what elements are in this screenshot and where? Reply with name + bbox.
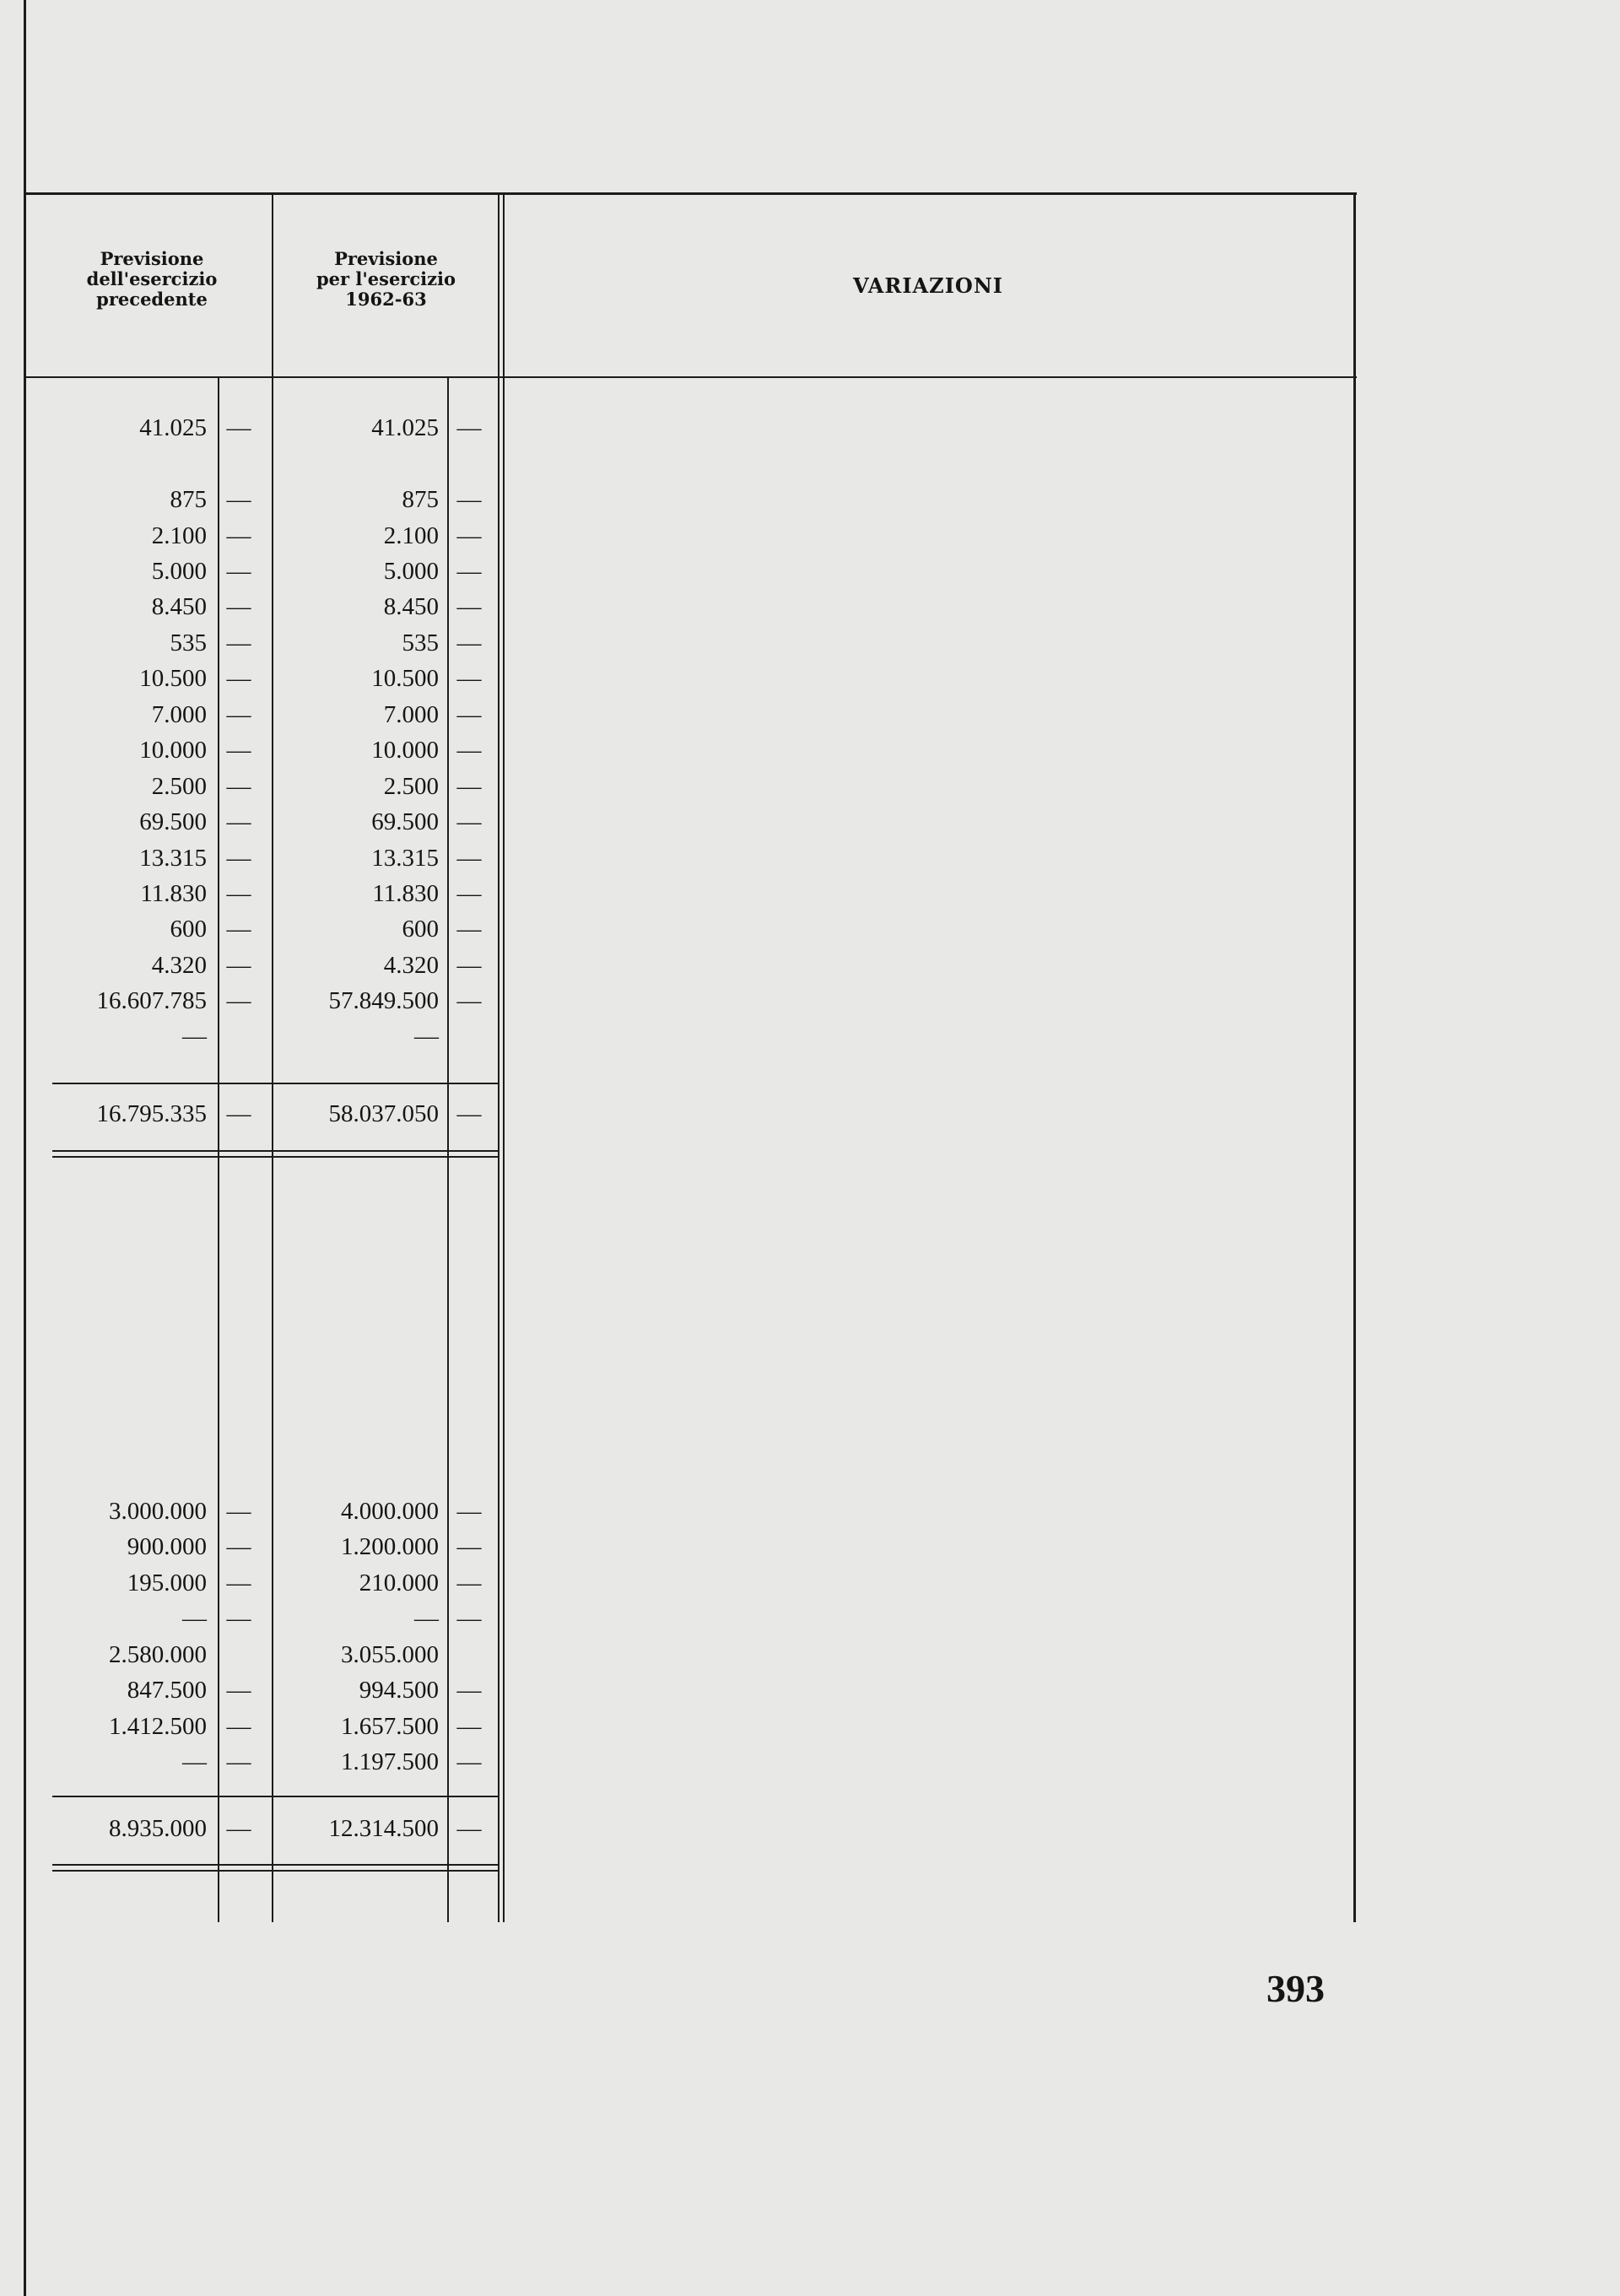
row-top-8-dash-2: —	[456, 701, 482, 728]
row-top-16-previsione-precedente: 16.607.785	[96, 987, 207, 1014]
row-bottom-3-previsione-precedente: 195.000	[127, 1569, 207, 1596]
row-bottom-7-previsione-precedente: 1.412.500	[109, 1713, 207, 1740]
row-bottom-1-dash-1: —	[226, 1498, 251, 1525]
row-top-6-dash-1: —	[226, 629, 251, 656]
row-top-11-dash-2: —	[456, 808, 482, 835]
row-bottom-2-previsione-1962-63: 1.200.000	[341, 1533, 439, 1560]
row-top-6-previsione-precedente: 535	[170, 629, 207, 656]
header-col2-line2: per l'esercizio	[316, 268, 456, 289]
row-bottom-2-dash-1: —	[226, 1533, 251, 1560]
row-top-3-previsione-1962-63: 2.100	[383, 522, 439, 549]
col-sub-divider-1	[218, 376, 219, 1922]
total-top-double-rule-2	[52, 1156, 500, 1158]
row-top-15-dash-1: —	[226, 952, 251, 979]
row-top-7-dash-2: —	[456, 665, 482, 692]
row-bottom-4-previsione-1962-63: —	[414, 1605, 439, 1632]
row-top-11-previsione-1962-63: 69.500	[371, 808, 439, 835]
header-col1-line1: Previsione	[100, 248, 204, 269]
row-top-11-previsione-precedente: 69.500	[139, 808, 207, 835]
row-bottom-8-dash-2: —	[456, 1748, 482, 1775]
right-border	[1353, 192, 1356, 1922]
row-top-5-previsione-1962-63: 8.450	[383, 593, 439, 620]
row-top-2-dash-1: —	[226, 486, 251, 513]
row-top-8-dash-1: —	[226, 701, 251, 728]
total-bottom-double-rule-2	[52, 1870, 500, 1872]
row-bottom-8-previsione-precedente: —	[182, 1748, 207, 1775]
row-bottom-2-dash-2: —	[456, 1533, 482, 1560]
row-top-7-previsione-precedente: 10.500	[139, 665, 207, 692]
header-previsione-precedente	[25, 249, 278, 310]
row-top-3-previsione-precedente: 2.100	[151, 522, 207, 549]
row-top-8-previsione-1962-63: 7.000	[383, 701, 439, 728]
row-bottom-7-dash-2: —	[456, 1713, 482, 1740]
row-top-12-previsione-1962-63: 13.315	[371, 845, 439, 872]
row-top-6-dash-2: —	[456, 629, 482, 656]
row-top-16-dash-2: —	[456, 987, 482, 1014]
row-top-13-previsione-precedente: 11.830	[140, 880, 207, 907]
row-bottom-6-dash-2: —	[456, 1677, 482, 1704]
row-top-10-dash-2: —	[456, 773, 482, 800]
row-top-15-previsione-1962-63: 4.320	[383, 952, 439, 979]
row-top-7-dash-1: —	[226, 665, 251, 692]
row-top-14-dash-1: —	[226, 916, 251, 943]
row-top-3-dash-1: —	[226, 522, 251, 549]
row-top-10-previsione-1962-63: 2.500	[383, 773, 439, 800]
row-top-13-dash-1: —	[226, 880, 251, 907]
page-number: 393	[1266, 1967, 1325, 2010]
row-top-1-previsione-precedente: 41.025	[139, 414, 207, 441]
header-col1-line2: dell'esercizio	[86, 268, 218, 289]
header-variazioni: VARIAZIONI	[853, 273, 1003, 298]
row-bottom-8-previsione-1962-63: 1.197.500	[341, 1748, 439, 1775]
col-divider-2-a	[498, 192, 500, 1922]
row-top-4-dash-2: —	[456, 558, 482, 585]
row-bottom-6-previsione-1962-63: 994.500	[359, 1677, 439, 1704]
row-top-6-previsione-1962-63: 535	[402, 629, 439, 656]
row-top-1-dash-2: —	[456, 414, 482, 441]
total-bottom-double-rule-1	[52, 1864, 500, 1866]
total-top-dash-1: —	[226, 1100, 251, 1127]
row-bottom-6-previsione-precedente: 847.500	[127, 1677, 207, 1704]
total-bottom-previsione-precedente: 8.935.000	[109, 1815, 207, 1842]
header-col1-line3: precedente	[96, 289, 208, 310]
total-bottom-rule	[52, 1796, 500, 1797]
header-bottom-rule	[24, 376, 1357, 378]
total-bottom-dash-2: —	[456, 1815, 482, 1842]
col-sub-divider-2	[447, 376, 449, 1922]
row-top-1-dash-1: —	[226, 414, 251, 441]
total-bottom-dash-1: —	[226, 1815, 251, 1842]
row-bottom-3-dash-2: —	[456, 1569, 482, 1596]
total-top-previsione-1962-63: 58.037.050	[328, 1100, 439, 1127]
total-bottom-previsione-1962-63: 12.314.500	[328, 1815, 439, 1842]
total-top-previsione-precedente: 16.795.335	[96, 1100, 207, 1127]
row-top-13-previsione-1962-63: 11.830	[372, 880, 439, 907]
row-top-4-previsione-precedente: 5.000	[151, 558, 207, 585]
row-top-2-previsione-1962-63: 875	[402, 486, 439, 513]
row-bottom-1-previsione-precedente: 3.000.000	[109, 1498, 207, 1525]
row-bottom-4-dash-1: —	[226, 1605, 251, 1632]
row-bottom-6-dash-1: —	[226, 1677, 251, 1704]
row-top-14-dash-2: —	[456, 916, 482, 943]
header-col2-line1: Previsione	[334, 248, 438, 269]
row-top-15-dash-2: —	[456, 952, 482, 979]
row-top-8-previsione-precedente: 7.000	[151, 701, 207, 728]
left-border	[24, 0, 26, 2296]
row-top-4-dash-1: —	[226, 558, 251, 585]
row-top-17-previsione-1962-63: —	[414, 1023, 439, 1050]
total-top-rule	[52, 1083, 500, 1084]
row-top-10-previsione-precedente: 2.500	[151, 773, 207, 800]
col-divider-2-b	[503, 192, 505, 1922]
row-bottom-7-previsione-1962-63: 1.657.500	[341, 1713, 439, 1740]
total-top-dash-2: —	[456, 1100, 482, 1127]
row-top-3-dash-2: —	[456, 522, 482, 549]
row-bottom-1-previsione-1962-63: 4.000.000	[341, 1498, 439, 1525]
row-top-4-previsione-1962-63: 5.000	[383, 558, 439, 585]
row-top-10-dash-1: —	[226, 773, 251, 800]
row-top-14-previsione-precedente: 600	[170, 916, 207, 943]
row-top-5-dash-1: —	[226, 593, 251, 620]
row-top-2-previsione-precedente: 875	[170, 486, 207, 513]
row-top-9-previsione-1962-63: 10.000	[371, 737, 439, 764]
header-previsione-1962-63	[274, 249, 498, 310]
row-top-16-previsione-1962-63: 57.849.500	[328, 987, 439, 1014]
table-top-rule	[24, 192, 1357, 195]
row-top-15-previsione-precedente: 4.320	[151, 952, 207, 979]
row-bottom-3-previsione-1962-63: 210.000	[359, 1569, 439, 1596]
row-bottom-1-dash-2: —	[456, 1498, 482, 1525]
row-top-9-dash-1: —	[226, 737, 251, 764]
row-bottom-2-previsione-precedente: 900.000	[127, 1533, 207, 1560]
row-bottom-8-dash-1: —	[226, 1748, 251, 1775]
row-bottom-4-dash-2: —	[456, 1605, 482, 1632]
header-col2-line3: 1962-63	[345, 289, 427, 310]
row-top-1-previsione-1962-63: 41.025	[371, 414, 439, 441]
row-top-5-dash-2: —	[456, 593, 482, 620]
row-bottom-7-dash-1: —	[226, 1713, 251, 1740]
row-bottom-5-previsione-precedente: 2.580.000	[109, 1641, 207, 1668]
row-top-13-dash-2: —	[456, 880, 482, 907]
row-top-17-previsione-precedente: —	[182, 1023, 207, 1050]
row-top-11-dash-1: —	[226, 808, 251, 835]
row-top-7-previsione-1962-63: 10.500	[371, 665, 439, 692]
row-top-16-dash-1: —	[226, 987, 251, 1014]
total-top-double-rule-1	[52, 1150, 500, 1152]
row-top-9-previsione-precedente: 10.000	[139, 737, 207, 764]
row-bottom-3-dash-1: —	[226, 1569, 251, 1596]
row-top-5-previsione-precedente: 8.450	[151, 593, 207, 620]
row-bottom-5-previsione-1962-63: 3.055.000	[341, 1641, 439, 1668]
row-top-14-previsione-1962-63: 600	[402, 916, 439, 943]
row-bottom-4-previsione-precedente: —	[182, 1605, 207, 1632]
row-top-12-dash-2: —	[456, 845, 482, 872]
row-top-12-previsione-precedente: 13.315	[139, 845, 207, 872]
row-top-9-dash-2: —	[456, 737, 482, 764]
row-top-2-dash-2: —	[456, 486, 482, 513]
row-top-12-dash-1: —	[226, 845, 251, 872]
